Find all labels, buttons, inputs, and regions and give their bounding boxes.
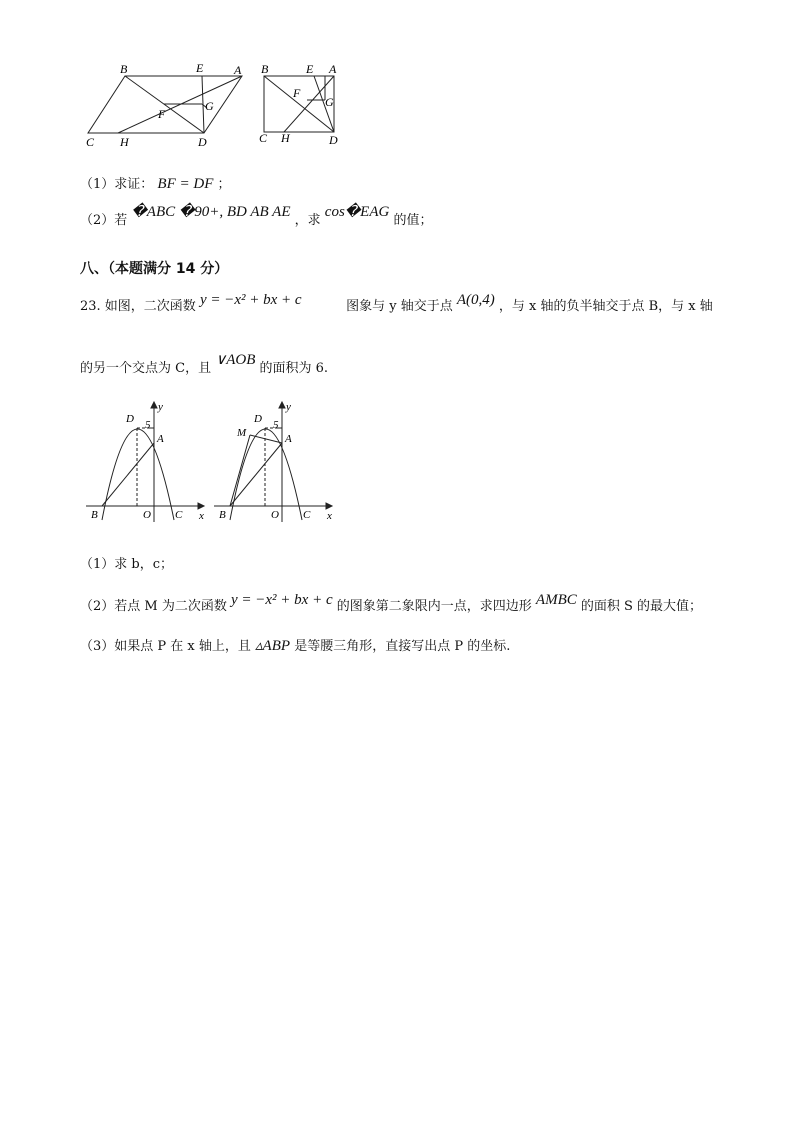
- label-F: F: [293, 86, 301, 100]
- q23-part3: [80, 638, 510, 655]
- label-D: D: [126, 413, 134, 425]
- label-B: B: [91, 509, 98, 521]
- q23-line2: [80, 352, 329, 377]
- q23-part2: [80, 592, 703, 615]
- parabola-graph-1: [82, 398, 212, 524]
- q23-part3-b: 是等腰三角形，直接写出点 P 的坐标.: [294, 639, 511, 654]
- label-A: A: [285, 433, 292, 445]
- q22-part1-prefix: （1）求证：: [80, 177, 154, 192]
- label-x: x: [199, 510, 204, 522]
- label-y: y: [286, 401, 291, 413]
- label-A: A: [329, 62, 337, 76]
- q23-part2-function: y = −x² + bx + c: [231, 592, 333, 608]
- q22-part2-suffix: 的值；: [393, 213, 433, 228]
- segment-bm: [230, 435, 250, 506]
- label-C: C: [303, 509, 311, 521]
- segment-ab: [230, 443, 282, 506]
- segment-ab: [102, 443, 154, 506]
- q23-part2-a: （2）若点 M 为二次函数: [80, 599, 227, 614]
- label-E: E: [306, 62, 314, 76]
- rectangle-figure: [255, 60, 350, 150]
- label-F: F: [158, 107, 166, 121]
- q23-part3-a: （3）如果点 P 在 x 轴上，且: [80, 639, 251, 654]
- q23-line1: [80, 292, 713, 315]
- q22-part2-comma: ，求: [294, 213, 321, 228]
- label-A: A: [157, 433, 164, 445]
- q23-line1-c: ，与 x 轴的负半轴交于点 B，与 x 轴: [498, 299, 713, 314]
- label-O: O: [271, 509, 279, 521]
- q22-part2-prefix: （2）若: [80, 213, 128, 228]
- label-D: D: [254, 413, 262, 425]
- q22-part1: [80, 176, 231, 193]
- label-5: 5: [273, 419, 279, 431]
- q23-part2-b: 的图象第二象限内一点，求四边形: [336, 599, 532, 614]
- q22-part2-math1: �ABC �90+, BD AB AE: [131, 204, 291, 220]
- label-B: B: [219, 509, 226, 521]
- label-5: 5: [145, 419, 151, 431]
- q23-function: y = −x² + bx + c: [199, 292, 302, 308]
- q22-part2: [80, 204, 433, 229]
- q23-part3-triangle: ▵ABP: [255, 638, 291, 654]
- q23-line1-b: 图象与 y 轴交于点: [346, 299, 453, 314]
- q23-triangle-aob: ∨AOB: [215, 352, 256, 368]
- label-G: G: [205, 99, 214, 113]
- q23-part2-quad: AMBC: [535, 592, 577, 608]
- label-O: O: [143, 509, 151, 521]
- section-heading: 八、（本题满分 14 分）: [80, 261, 229, 277]
- label-D: D: [198, 135, 207, 149]
- label-H: H: [281, 131, 290, 145]
- q22-part1-math: BF = DF: [157, 176, 214, 192]
- label-x: x: [327, 510, 332, 522]
- label-M: M: [237, 427, 247, 439]
- q23-part1: （1）求 b，c；: [80, 557, 174, 572]
- label-C: C: [175, 509, 183, 521]
- parabola-graph-2: [210, 398, 340, 524]
- q23-part2-c: 的面积 S 的最大值；: [580, 599, 703, 614]
- label-D: D: [329, 133, 338, 147]
- q23-line2-a: 的另一个交点为 C，且: [80, 361, 212, 376]
- label-B: B: [120, 62, 128, 76]
- label-y: y: [158, 401, 163, 413]
- label-C: C: [259, 131, 268, 145]
- label-B: B: [261, 62, 269, 76]
- q23-intro: 23. 如图，二次函数: [80, 299, 196, 314]
- q23-line2-b: 的面积为 6.: [259, 361, 329, 376]
- label-C: C: [86, 135, 95, 149]
- parallelogram-figure: [80, 60, 250, 150]
- q23-point-a: A(0,4): [456, 292, 495, 308]
- label-H: H: [120, 135, 129, 149]
- q22-part1-suffix: ；: [217, 177, 231, 192]
- label-A: A: [234, 63, 242, 77]
- label-G: G: [325, 95, 334, 109]
- q22-part2-math2: cos�EAG: [324, 204, 390, 220]
- label-E: E: [196, 61, 204, 75]
